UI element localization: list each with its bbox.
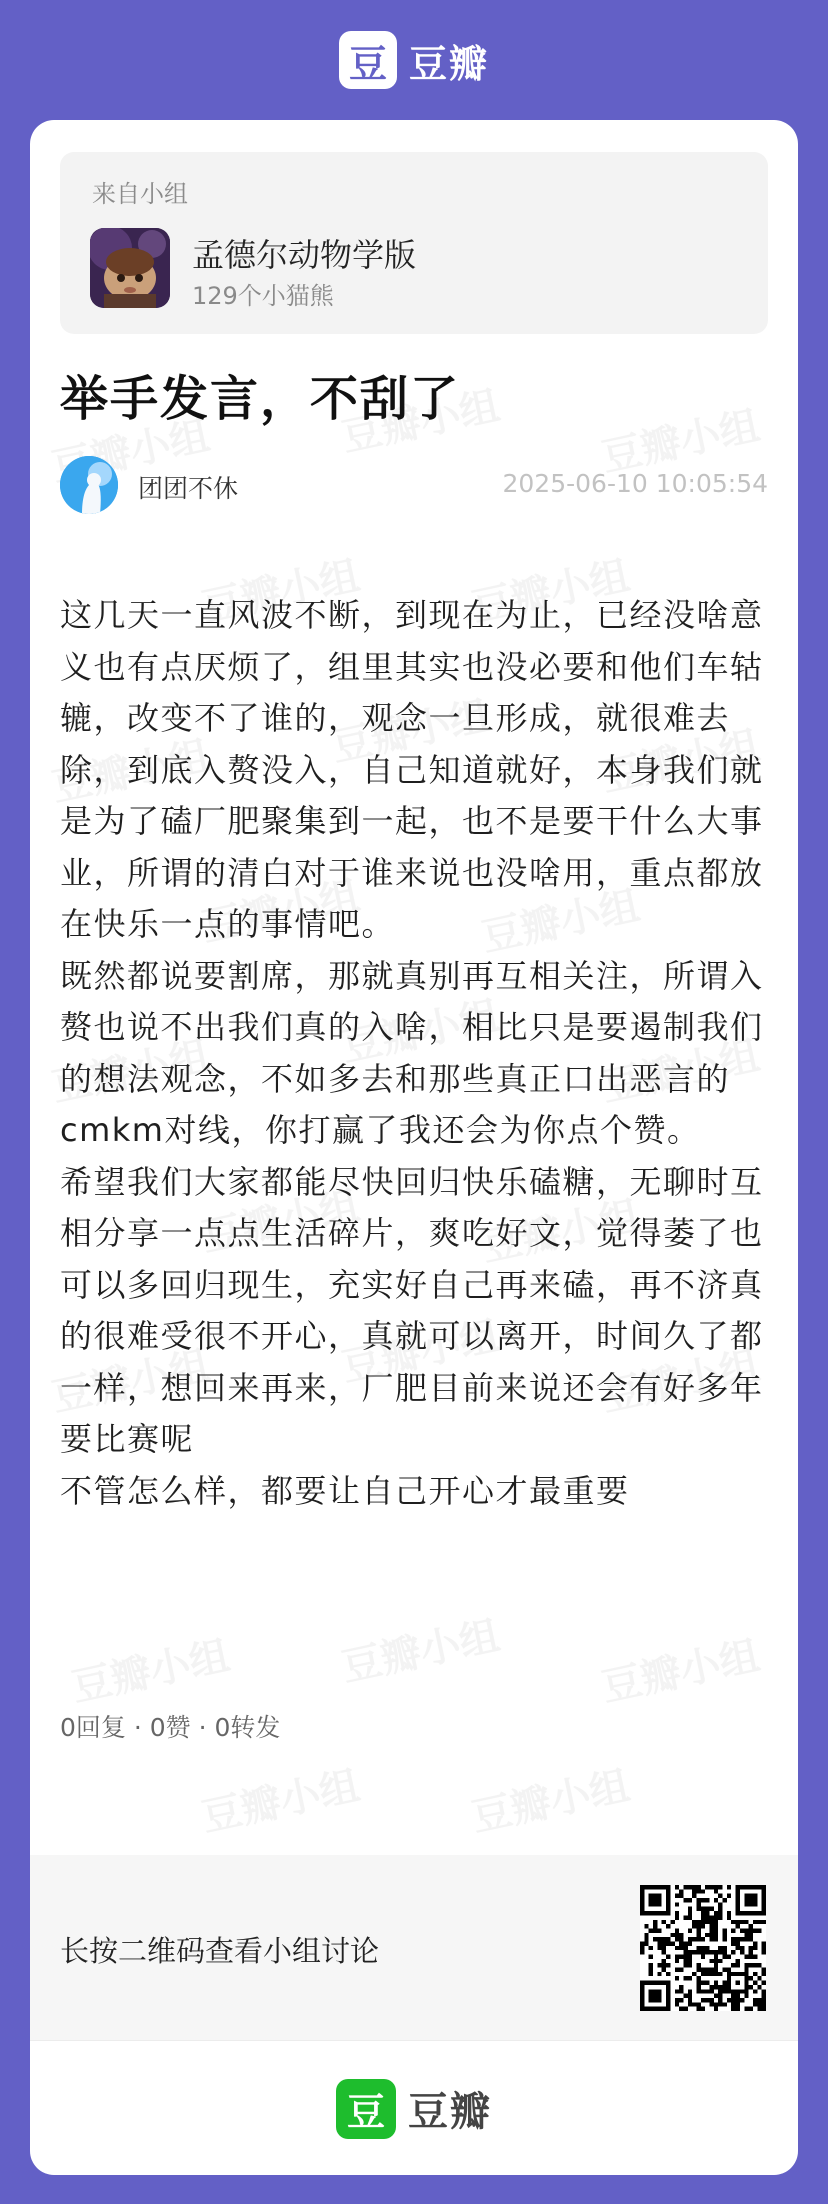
watermark — [196, 1754, 364, 1843]
footer-brand-name: 豆瓣 — [408, 2089, 492, 2135]
douban-logo-icon: 豆 — [339, 31, 397, 89]
watermark — [596, 1624, 764, 1713]
footer-brand — [30, 2040, 798, 2175]
douban-logo-icon: 豆 — [336, 2079, 396, 2139]
post-stats: 0回复 · 0赞 · 0转发 — [60, 1713, 281, 1742]
qr-section — [30, 1855, 798, 2040]
post-paragraph: 希望我们大家都能尽快回归快乐磕糖，无聊时互相分享一点点生活碎片，爽吃好文，觉得萎了也可以多回归现生，充实好自己再来磕，再不济真的很难受很不开心，真就可以离开，时间久了都一样，想回来再来，厂肥目前来说还会有好多年要比赛呢 — [60, 1162, 764, 1458]
group-from-label: 来自小组 — [92, 180, 188, 208]
post-paragraph: 这几天一直风波不断，到现在为止，已经没啥意义也有点厌烦了，组里其实也没必要和他们车轱辘，改变不了谁的，观念一旦形成，就很难去除，到底入赘没入，自己知道就好，本身我们就是为了磕厂肥聚集到一起，也不是要干什么大事业，所谓的清白对于谁来说也没啥用，重点都放在快乐一点的事情吧。 — [60, 596, 764, 943]
post-body — [60, 590, 770, 1517]
group-member-count: 129个小猫熊 — [192, 282, 334, 310]
qr-code-icon[interactable] — [640, 1885, 766, 2011]
watermark — [336, 1604, 504, 1693]
post-paragraph: 既然都说要割席，那就真别再互相关注，所谓入赘也说不出我们真的入啥，相比只是要遏制我们的想法观念，不如多去和那些真正口出恶言的cmkm对线，你打赢了我还会为你点个赞。 — [60, 956, 764, 1149]
group-name: 孟德尔动物学版 — [192, 236, 417, 274]
top-brand — [0, 30, 828, 90]
brand-name: 豆瓣 — [408, 41, 489, 86]
author-avatar[interactable] — [60, 456, 118, 514]
author-name[interactable]: 团团不休 — [138, 474, 239, 503]
qr-prompt: 长按二维码查看小组讨论 — [60, 1934, 380, 1968]
group-info-card[interactable] — [60, 152, 768, 334]
post-paragraph: 不管怎么样，都要让自己开心才最重要 — [60, 1471, 630, 1510]
post-timestamp: 2025-06-10 10:05:54 — [502, 469, 768, 498]
post-title: 举手发言，不刮了 — [60, 371, 461, 427]
post-card — [30, 120, 798, 2175]
group-avatar — [90, 228, 170, 308]
watermark — [466, 1754, 634, 1843]
watermark — [66, 1624, 234, 1713]
